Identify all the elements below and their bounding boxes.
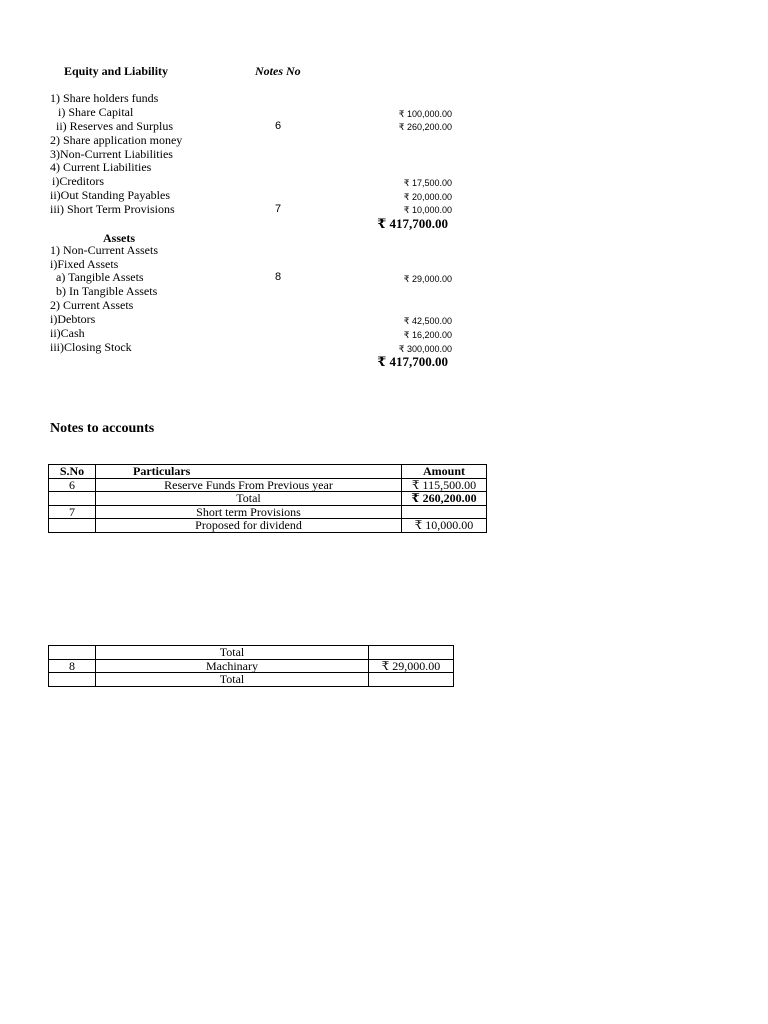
amount-outstanding-payables: ₹ 20,000.00 bbox=[403, 192, 452, 202]
equity-row-reserves: ii) Reserves and Surplus bbox=[56, 119, 173, 133]
equity-row-share-capital: i) Share Capital bbox=[58, 105, 134, 119]
assets-heading: Assets bbox=[103, 231, 135, 245]
amount-creditors: ₹ 17,500.00 bbox=[403, 178, 452, 188]
asset-row-non-current: 1) Non-Current Assets bbox=[50, 243, 158, 257]
table-row bbox=[49, 505, 487, 519]
header-sno: S.No bbox=[49, 465, 96, 479]
cell-sno: 8 bbox=[49, 659, 96, 673]
equity-row-1: 1) Share holders funds bbox=[50, 91, 159, 105]
notes-no-heading: Notes No bbox=[255, 64, 301, 78]
table-row bbox=[49, 659, 454, 673]
amount-tangible: ₹ 29,000.00 bbox=[403, 274, 452, 284]
cell-particulars: Reserve Funds From Previous year bbox=[96, 478, 402, 492]
cell-particulars: Machinary bbox=[96, 659, 369, 673]
amount-closing-stock: ₹ 300,000.00 bbox=[398, 344, 452, 354]
equity-row-creditors: i)Creditors bbox=[52, 174, 104, 188]
asset-row-tangible: a) Tangible Assets bbox=[56, 270, 144, 284]
equity-row-current-liab: 4) Current Liabilities bbox=[50, 160, 152, 174]
cell-amount: ₹ 260,200.00 bbox=[402, 492, 487, 506]
header-particulars: Particulars bbox=[96, 465, 402, 479]
cell-sno bbox=[49, 492, 96, 506]
asset-row-fixed: i)Fixed Assets bbox=[50, 257, 119, 271]
cell-sno bbox=[49, 519, 96, 533]
equity-row-short-term-provisions: iii) Short Term Provisions bbox=[50, 202, 175, 216]
cell-amount bbox=[369, 646, 454, 660]
table-row bbox=[49, 492, 487, 506]
equity-row-share-application: 2) Share application money bbox=[50, 133, 183, 147]
note-tangible: 8 bbox=[275, 271, 282, 283]
table-row bbox=[49, 519, 487, 533]
cell-sno: 7 bbox=[49, 505, 96, 519]
notes-table-2 bbox=[48, 645, 454, 687]
asset-row-debtors: i)Debtors bbox=[50, 312, 96, 326]
note-reserves: 6 bbox=[275, 120, 282, 132]
assets-total: ₹ 417,700.00 bbox=[377, 354, 448, 369]
table-row bbox=[49, 478, 487, 492]
cell-particulars: Proposed for dividend bbox=[96, 519, 402, 533]
amount-share-capital: ₹ 100,000.00 bbox=[398, 109, 452, 119]
table-row bbox=[49, 673, 454, 687]
notes-title: Notes to accounts bbox=[50, 421, 155, 436]
asset-row-current: 2) Current Assets bbox=[50, 298, 134, 312]
cell-amount bbox=[369, 673, 454, 687]
amount-cash: ₹ 16,200.00 bbox=[403, 330, 452, 340]
cell-particulars: Total bbox=[96, 646, 369, 660]
equity-row-non-current-liab: 3)Non-Current Liabilities bbox=[50, 147, 173, 161]
cell-amount: ₹ 115,500.00 bbox=[402, 478, 487, 492]
cell-sno bbox=[49, 673, 96, 687]
cell-amount: ₹ 10,000.00 bbox=[402, 519, 487, 533]
equity-liability-heading: Equity and Liability bbox=[64, 64, 169, 78]
cell-sno bbox=[49, 646, 96, 660]
cell-particulars: Short term Provisions bbox=[96, 505, 402, 519]
amount-reserves: ₹ 260,200.00 bbox=[398, 122, 452, 132]
cell-sno: 6 bbox=[49, 478, 96, 492]
cell-particulars: Total bbox=[96, 673, 369, 687]
header-amount: Amount bbox=[402, 465, 487, 479]
cell-amount bbox=[402, 505, 487, 519]
amount-debtors: ₹ 42,500.00 bbox=[403, 316, 452, 326]
asset-row-closing-stock: iii)Closing Stock bbox=[50, 340, 132, 354]
note-short-term-provisions: 7 bbox=[275, 203, 282, 215]
cell-amount: ₹ 29,000.00 bbox=[369, 659, 454, 673]
equity-row-outstanding-payables: ii)Out Standing Payables bbox=[50, 188, 170, 202]
equity-total: ₹ 417,700.00 bbox=[377, 216, 448, 231]
notes-table-1 bbox=[48, 464, 487, 533]
table-header-row bbox=[49, 465, 487, 479]
amount-short-term-provisions: ₹ 10,000.00 bbox=[403, 205, 452, 215]
table-row bbox=[49, 646, 454, 660]
asset-row-cash: ii)Cash bbox=[50, 326, 85, 340]
cell-particulars: Total bbox=[96, 492, 402, 506]
asset-row-intangible: b) In Tangible Assets bbox=[56, 284, 158, 298]
